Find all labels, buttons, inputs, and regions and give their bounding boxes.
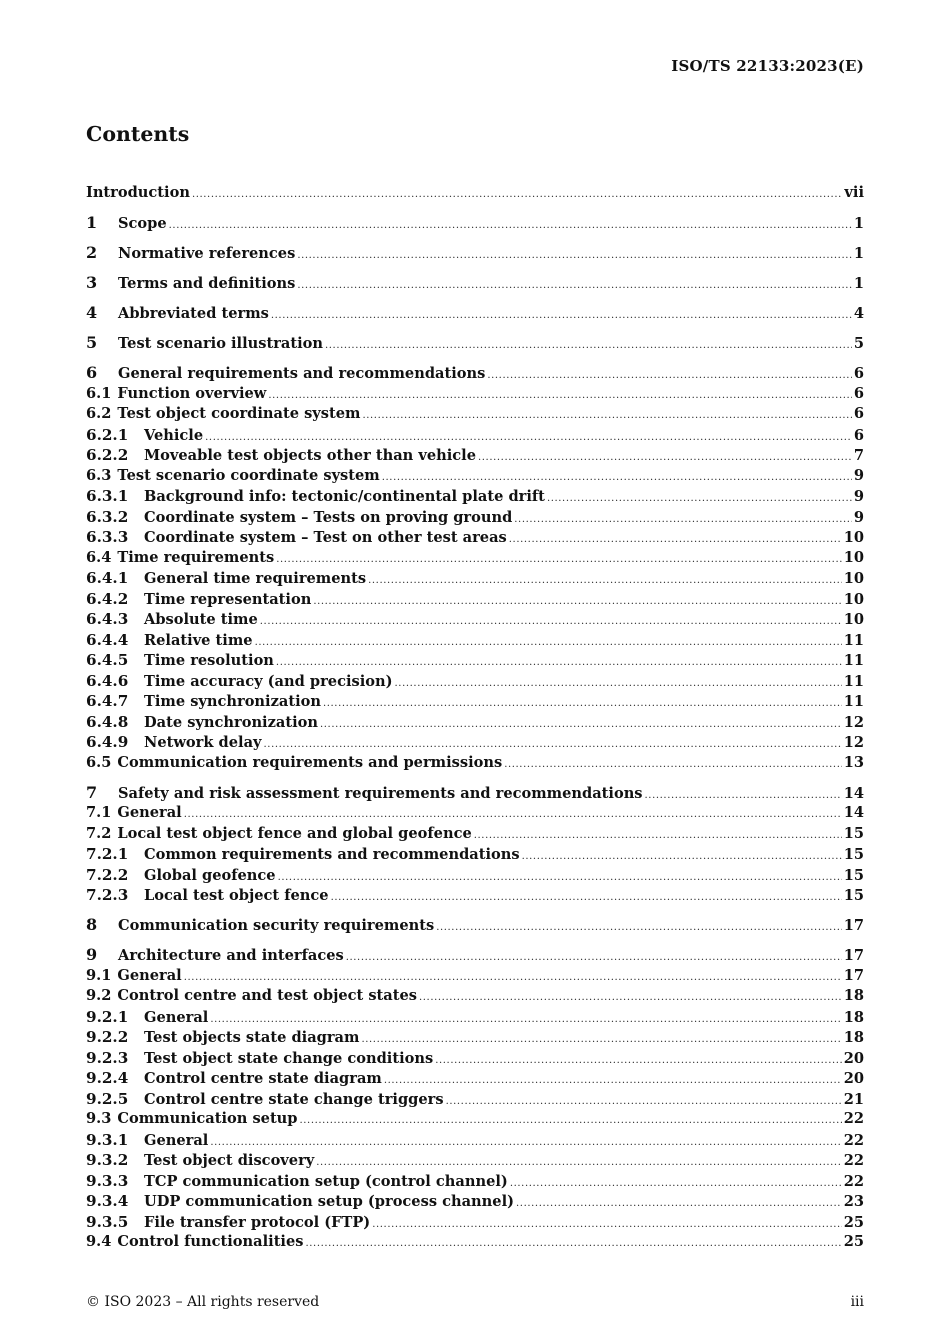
toc-entry-number: 9.3.1 (86, 1130, 129, 1149)
toc-entry-page: 23 (843, 1193, 864, 1210)
toc-entry-number: 6.3.2 (86, 507, 129, 526)
toc-entry[interactable] (86, 1048, 864, 1069)
toc-entry[interactable] (86, 466, 864, 487)
toc-entry-number: 9.2 (86, 987, 112, 1004)
toc-entry-title: General (144, 1131, 209, 1149)
toc-entry-page: 25 (843, 1233, 864, 1250)
toc-entry-page: 12 (843, 734, 864, 751)
toc-entry[interactable] (86, 1027, 864, 1048)
toc-entry[interactable] (86, 303, 864, 324)
toc-entry-page: 4 (853, 305, 864, 322)
toc-entry-page: 17 (843, 966, 864, 984)
toc-entry-number: 7.1 (86, 804, 112, 821)
toc-entry-number: 6.4.4 (86, 630, 129, 649)
toc-entry[interactable] (86, 1191, 864, 1212)
toc-entry-page: 20 (843, 1070, 864, 1087)
toc-entry-page: 15 (843, 887, 864, 904)
toc-entry-number: 5 (86, 333, 98, 352)
toc-entry-number: 9.2.1 (86, 1007, 129, 1026)
toc-entry-title: TCP communication setup (control channel) (144, 1172, 508, 1190)
toc-entry-page: 22 (843, 1152, 864, 1169)
toc-entry[interactable] (86, 384, 864, 405)
toc-entry-number: 9.3.3 (86, 1171, 129, 1190)
toc-entry[interactable] (86, 966, 864, 987)
toc-entry-title: Communication setup (117, 1110, 298, 1127)
dot-leader (331, 888, 842, 909)
toc-entry[interactable] (86, 486, 864, 507)
toc-entry-title: General time requirements (144, 570, 367, 587)
toc-entry[interactable] (86, 630, 864, 651)
dot-leader (382, 468, 852, 489)
toc-entry[interactable] (86, 945, 864, 966)
toc-entry-page: 11 (843, 631, 864, 649)
toc-entry-number: 7.2.1 (86, 845, 129, 863)
toc-entry-page: 22 (843, 1172, 864, 1190)
dot-leader (271, 306, 852, 327)
toc-entry-title: Absolute time (144, 611, 258, 628)
toc-entry-title: UDP communication setup (process channel) (144, 1193, 515, 1210)
toc-entry-number: 1 (86, 213, 98, 232)
toc-entry-page: 15 (843, 824, 864, 842)
toc-entry-page: 9 (853, 488, 864, 505)
dot-leader (436, 918, 842, 939)
toc-entry-page: 22 (843, 1131, 864, 1149)
toc-entry-number: 9.3.2 (86, 1151, 129, 1169)
toc-entry-page: 15 (843, 846, 864, 863)
toc-entry-page: 22 (843, 1110, 864, 1127)
toc-entry[interactable] (86, 712, 864, 733)
toc-entry-page: 5 (853, 335, 864, 352)
toc-entry[interactable] (86, 671, 864, 692)
toc-entry[interactable] (86, 404, 864, 425)
toc-entry-page: 6 (853, 365, 864, 382)
toc-entry-number: 6.4.8 (86, 712, 129, 731)
toc-entry-page: 11 (843, 693, 864, 710)
toc-entry[interactable] (86, 363, 864, 384)
toc-entry-title: Time synchronization (144, 693, 321, 710)
toc-entry-page: 13 (843, 753, 864, 771)
toc-entry-number: 6.4.6 (86, 671, 129, 690)
toc-entry[interactable] (86, 986, 864, 1007)
toc-entry-page: vii (844, 184, 864, 201)
toc-entry-number: 9.2.3 (86, 1048, 129, 1067)
toc-entry-page: 15 (843, 866, 864, 884)
toc-entry-number: 6.2 (86, 405, 112, 422)
toc-entry-number: 9 (86, 945, 98, 964)
toc-entry-number: 6.4.9 (86, 733, 129, 751)
toc-entry-page: 20 (843, 1049, 864, 1067)
toc-entry-number: 6.3.1 (86, 487, 129, 505)
toc-entry[interactable] (86, 213, 864, 234)
dot-leader (504, 755, 842, 776)
toc-entry-number: 9.3.4 (86, 1192, 129, 1210)
toc-entry-number: 9.2.4 (86, 1069, 129, 1087)
dot-leader (184, 805, 842, 826)
toc-entry-page: 12 (843, 713, 864, 731)
toc-entry-page: 6 (853, 405, 864, 422)
toc-entry-page: 9 (853, 466, 864, 484)
toc-entry[interactable] (86, 273, 864, 294)
toc-entry[interactable] (86, 527, 864, 548)
toc-entry-number: 2 (86, 243, 98, 262)
toc-entry-number: 6.4 (86, 548, 112, 566)
toc-entry-number: 7.2.3 (86, 886, 129, 904)
toc-entry-title: File transfer protocol (FTP) (144, 1213, 371, 1231)
toc-entry-number: 6.2.1 (86, 425, 129, 444)
page-number: iii (850, 1294, 864, 1310)
toc-entry-title: Time representation (144, 590, 312, 608)
toc-entry-title: Test object discovery (144, 1152, 315, 1169)
toc-entry-number: 9.3 (86, 1110, 112, 1127)
copyright-notice: © ISO 2023 – All rights reserved (86, 1294, 320, 1310)
toc-entry-title: Control centre and test object states (117, 987, 417, 1004)
toc-entry-title: Local test object fence and global geofence (117, 824, 472, 842)
toc-entry-number: 6.3 (86, 466, 112, 484)
toc-entry-number: 6.4.3 (86, 610, 129, 628)
toc-entry-title: Test scenario illustration (118, 335, 323, 352)
toc-entry-number: 7 (86, 782, 98, 802)
toc-entry[interactable] (86, 650, 864, 671)
toc-entry-title: Moveable test objects other than vehicle (144, 447, 476, 464)
toc-entry-number: 9.3.5 (86, 1212, 129, 1231)
toc-entry-title: Test objects state diagram (144, 1029, 360, 1046)
toc-entry-title: General (117, 804, 182, 821)
toc-entry-title: Test scenario coordinate system (117, 466, 380, 484)
toc-entry[interactable] (86, 1150, 864, 1171)
dot-leader (325, 336, 852, 357)
toc-entry-title: Local test object fence (144, 887, 329, 904)
toc-entry-title: Background info: tectonic/continental plate drift (144, 488, 545, 505)
toc-entry-title: Vehicle (144, 426, 204, 444)
toc-entry-page: 10 (843, 548, 864, 566)
toc-entry-title: Architecture and interfaces (118, 947, 344, 964)
toc-entry-number: 6 (86, 363, 98, 382)
toc-entry[interactable] (86, 183, 864, 204)
toc-entry-page: 10 (843, 590, 864, 608)
toc-entry-title: Global geofence (144, 866, 276, 884)
toc-entry[interactable] (86, 691, 864, 712)
toc-entry-title: General (144, 1008, 209, 1026)
toc-entry-page: 1 (853, 245, 864, 262)
dot-leader (276, 550, 841, 571)
toc-entry-number: 9.2.2 (86, 1028, 129, 1046)
toc-entry-title: Time accuracy (and precision) (144, 672, 393, 690)
toc-entry-title: Communication security requirements (118, 917, 435, 934)
toc-entry[interactable] (86, 507, 864, 528)
toc-entry-number: 6.4.7 (86, 692, 129, 710)
toc-entry-page: 25 (843, 1213, 864, 1231)
toc-entry-title: General requirements and recommendations (118, 365, 486, 382)
toc-entry-number: 6.3.3 (86, 528, 129, 546)
toc-entry-page: 6 (853, 426, 864, 444)
toc-entry-page: 10 (843, 611, 864, 628)
toc-entry[interactable] (86, 243, 864, 264)
toc-entry-page: 11 (843, 672, 864, 690)
dot-leader (305, 1234, 841, 1255)
toc-entry[interactable] (86, 445, 864, 466)
toc-entry-number: 6.2.2 (86, 446, 129, 464)
dot-leader (300, 1111, 842, 1132)
toc-entry[interactable] (86, 333, 864, 354)
toc-entry-number: 6.5 (86, 753, 112, 771)
toc-entry-title: Time resolution (144, 652, 274, 669)
toc-entry-title: Test object coordinate system (117, 405, 361, 422)
toc-entry[interactable] (86, 783, 864, 804)
toc-entry-number: 6.4.1 (86, 569, 129, 587)
toc-entry[interactable] (86, 609, 864, 630)
document-id: ISO/TS 22133:2023(E) (671, 57, 864, 75)
toc-entry[interactable] (86, 732, 864, 753)
toc-entry-number: 3 (86, 273, 98, 292)
toc-entry-title: Time requirements (117, 548, 275, 566)
toc-entry-page: 14 (843, 804, 864, 821)
toc-entry-title: Common requirements and recommendations (144, 846, 520, 863)
toc-entry-title: Introduction (86, 184, 190, 201)
dot-leader (297, 276, 851, 297)
toc-entry[interactable] (86, 1089, 864, 1110)
toc-entry-number: 8 (86, 915, 98, 934)
toc-entry-title: Date synchronization (144, 713, 318, 731)
toc-entry-title: General (117, 966, 182, 984)
toc-entry-title: Safety and risk assessment requirements and recommendations (118, 784, 643, 802)
toc-entry-page: 10 (843, 529, 864, 546)
toc-entry[interactable] (86, 1130, 864, 1151)
toc-entry[interactable] (86, 824, 864, 845)
page-title: Contents (86, 122, 190, 146)
toc-entry-title: Scope (118, 215, 167, 232)
table-of-contents (86, 183, 864, 1253)
toc-entry-page: 1 (853, 275, 864, 292)
toc-entry-page: 7 (853, 447, 864, 464)
toc-entry-number: 6.1 (86, 384, 112, 402)
dot-leader (419, 988, 842, 1009)
toc-entry-title: Coordinate system – Tests on proving ground (144, 508, 513, 526)
toc-entry[interactable] (86, 589, 864, 610)
toc-entry-number: 7.2 (86, 824, 112, 842)
toc-entry-title: Terms and definitions (118, 275, 296, 292)
toc-entry-page: 18 (843, 1029, 864, 1046)
toc-entry[interactable] (86, 568, 864, 589)
dot-leader (169, 216, 852, 237)
toc-entry[interactable] (86, 844, 864, 865)
toc-entry[interactable] (86, 1068, 864, 1089)
toc-entry-title: Control centre state diagram (144, 1070, 382, 1087)
toc-entry-page: 18 (843, 1008, 864, 1026)
toc-entry-title: Coordinate system – Test on other test areas (144, 529, 507, 546)
toc-entry[interactable] (86, 1007, 864, 1028)
toc-entry-title: Control functionalities (117, 1233, 304, 1250)
toc-entry[interactable] (86, 1109, 864, 1130)
toc-entry-number: 9.1 (86, 966, 112, 984)
dot-leader (184, 968, 842, 989)
toc-entry-title: Abbreviated terms (118, 305, 269, 322)
toc-entry-page: 17 (843, 947, 864, 964)
toc-entry-page: 18 (843, 987, 864, 1004)
toc-entry-page: 17 (843, 917, 864, 934)
dot-leader (297, 246, 852, 267)
toc-entry-title: Function overview (117, 384, 267, 402)
toc-entry[interactable] (86, 425, 864, 446)
toc-entry-page: 10 (843, 570, 864, 587)
toc-entry-number: 4 (86, 303, 98, 322)
toc-entry-title: Relative time (144, 631, 253, 649)
toc-entry-title: Normative references (118, 245, 296, 262)
toc-entry-page: 11 (843, 652, 864, 669)
toc-entry-number: 6.4.5 (86, 651, 129, 669)
toc-entry-title: Control centre state change triggers (144, 1090, 444, 1108)
dot-leader (362, 406, 851, 427)
toc-entry[interactable] (86, 1212, 864, 1233)
toc-entry[interactable] (86, 548, 864, 569)
toc-entry-page: 21 (843, 1090, 864, 1108)
toc-entry-number: 7.2.2 (86, 865, 129, 884)
toc-entry-number: 9.2.5 (86, 1089, 129, 1108)
toc-entry[interactable] (86, 803, 864, 824)
toc-entry[interactable] (86, 753, 864, 774)
toc-entry[interactable] (86, 1171, 864, 1192)
toc-entry-number: 6.4.2 (86, 589, 129, 608)
toc-entry-page: 9 (853, 508, 864, 526)
dot-leader (474, 826, 842, 847)
dot-leader (192, 185, 842, 206)
toc-entry-page: 6 (853, 384, 864, 402)
toc-entry-page: 1 (853, 215, 864, 232)
toc-entry-number: 9.4 (86, 1233, 112, 1250)
toc-entry[interactable] (86, 915, 864, 936)
toc-entry[interactable] (86, 1232, 864, 1253)
toc-entry-page: 14 (843, 784, 864, 802)
toc-entry-title: Communication requirements and permissions (117, 753, 503, 771)
dot-leader (268, 386, 851, 407)
toc-entry-title: Network delay (144, 734, 262, 751)
toc-entry[interactable] (86, 885, 864, 906)
toc-entry-title: Test object state change conditions (144, 1049, 434, 1067)
toc-entry[interactable] (86, 865, 864, 886)
